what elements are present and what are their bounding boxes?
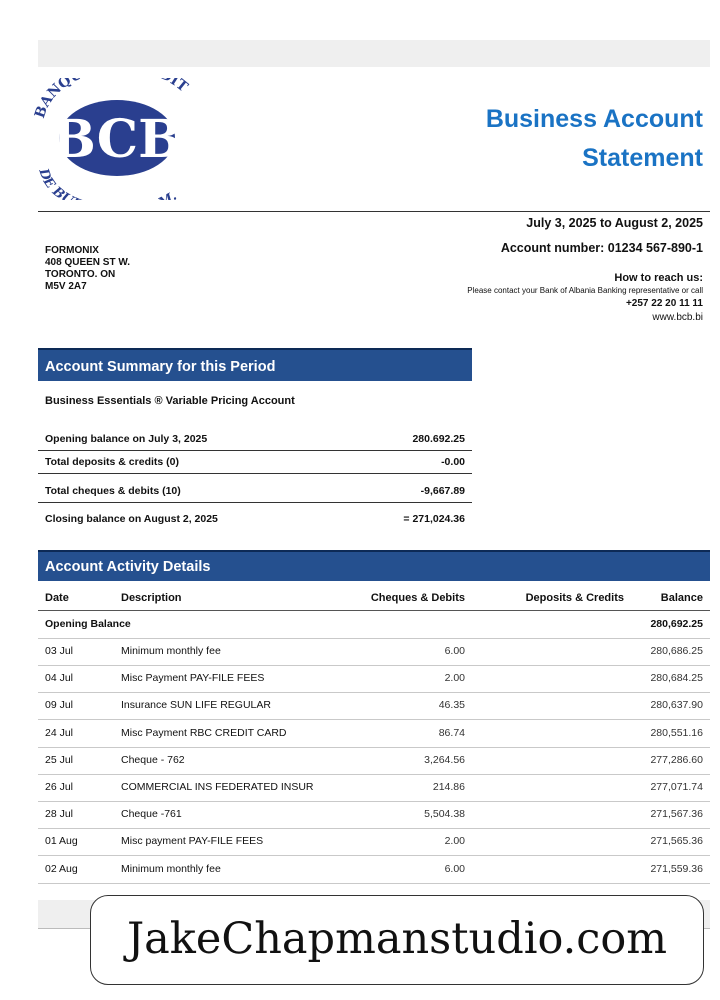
transaction-debit: 86.74 <box>438 726 465 739</box>
col-date: Date <box>45 592 69 604</box>
transaction-description: Misc Payment PAY-FILE FEES <box>121 672 265 685</box>
summary-value: -9,667.89 <box>420 485 465 497</box>
contact-heading: How to reach us: <box>614 272 703 284</box>
customer-address <box>45 245 130 293</box>
transaction-description: Misc payment PAY-FILE FEES <box>121 835 264 848</box>
col-credits: Deposits & Credits <box>525 592 624 604</box>
title-line-2: Statement <box>582 144 703 172</box>
contact-block <box>467 271 703 324</box>
transaction-date: 26 Jul <box>45 781 74 793</box>
opening-label: Opening Balance <box>45 618 131 630</box>
account-number: Account number: 01234 567-890-1 <box>500 241 703 255</box>
transaction-date: 24 Jul <box>45 726 74 739</box>
transaction-balance: 271,559.36 <box>650 862 703 875</box>
address-line: FORMONIX <box>45 245 99 256</box>
transaction-description: Minimum monthly fee <box>121 862 221 875</box>
logo-arc-bottom: DE BU . <box>35 166 180 200</box>
transaction-date: 01 Aug <box>45 835 78 848</box>
col-description: Description <box>121 592 182 604</box>
transaction-balance: 280,637.90 <box>650 699 703 712</box>
transaction-row <box>38 801 710 829</box>
summary-heading: Account Summary for this Period <box>38 348 472 381</box>
transaction-balance: 271,567.36 <box>650 808 703 821</box>
logo-arc-top: BANQ IT <box>32 78 191 121</box>
transaction-row <box>38 774 710 802</box>
transaction-description: Misc Payment RBC CREDIT CARD <box>121 726 287 739</box>
contact-note: Please contact your Bank of Albania Banking representative or call <box>467 286 703 295</box>
transaction-description: Insurance SUN LIFE REGULAR <box>121 699 271 712</box>
bank-logo <box>30 78 205 200</box>
transaction-row <box>38 665 710 693</box>
activity-column-headers <box>38 585 710 611</box>
transaction-debit: 214.86 <box>432 781 465 793</box>
transaction-balance: 280,551.16 <box>650 726 703 739</box>
header-divider <box>38 211 710 212</box>
title-line-1: Business Account <box>485 105 703 133</box>
transaction-row <box>38 638 710 666</box>
col-balance: Balance <box>660 592 703 604</box>
transaction-debit: 3,264.56 <box>424 753 465 766</box>
transaction-row <box>38 692 710 720</box>
transaction-description: Cheque -761 <box>121 808 182 821</box>
transaction-date: 09 Jul <box>45 699 74 712</box>
summary-row <box>38 480 472 503</box>
transaction-description: COMMERCIAL INS FEDERATED INSUR <box>121 781 314 793</box>
activity-heading: Account Activity Details <box>38 550 710 581</box>
transaction-debit: 6.00 <box>444 862 465 875</box>
summary-value: -0.00 <box>441 456 465 468</box>
transaction-balance: 271,565.36 <box>650 835 703 848</box>
contact-website: www.bcb.bi <box>652 312 703 323</box>
transaction-description: Minimum monthly fee <box>121 645 221 657</box>
transaction-balance: 280,684.25 <box>650 672 703 685</box>
opening-balance: 280,692.25 <box>650 618 703 630</box>
address-line: 408 QUEEN ST W. <box>45 257 131 268</box>
logo-monogram: BCB <box>51 109 183 170</box>
transaction-row <box>38 720 710 748</box>
transaction-date: 03 Jul <box>45 645 74 657</box>
col-debits: Cheques & Debits <box>370 592 465 604</box>
summary-row <box>38 508 472 530</box>
summary-label: Opening balance on July 3, 2025 <box>45 433 208 445</box>
address-line: M5V 2A7 <box>45 281 87 292</box>
transaction-debit: 6.00 <box>444 645 465 657</box>
opening-balance-row <box>38 611 710 639</box>
transaction-balance: 280,686.25 <box>650 645 703 657</box>
bcb-logo-icon <box>30 78 205 200</box>
watermark-banner: JakeChapmanstudio.com <box>90 895 704 985</box>
account-type: Business Essentials ® Variable Pricing Account <box>45 395 295 407</box>
statement-title <box>486 100 703 178</box>
transaction-date: 25 Jul <box>45 753 74 766</box>
summary-row <box>38 451 472 474</box>
transaction-row <box>38 856 710 884</box>
transaction-debit: 5,504.38 <box>424 808 465 821</box>
statement-period: July 3, 2025 to August 2, 2025 <box>526 216 703 230</box>
address-line: TORONTO. ON <box>45 269 116 280</box>
transaction-debit: 46.35 <box>438 699 465 712</box>
transaction-debit: 2.00 <box>444 835 465 848</box>
transaction-balance: 277,286.60 <box>650 753 703 766</box>
summary-label: Closing balance on August 2, 2025 <box>45 513 218 525</box>
transaction-date: 02 Aug <box>45 862 78 875</box>
contact-phone: +257 22 20 11 11 <box>625 298 703 309</box>
transaction-balance: 277,071.74 <box>650 781 703 793</box>
transaction-row <box>38 747 710 775</box>
summary-row <box>38 428 472 451</box>
summary-value: = 271,024.36 <box>403 513 465 525</box>
top-band <box>38 40 710 67</box>
transaction-description: Cheque - 762 <box>121 753 185 766</box>
transaction-date: 28 Jul <box>45 808 74 821</box>
summary-label: Total deposits & credits (0) <box>45 456 179 468</box>
summary-label: Total cheques & debits (10) <box>45 485 181 497</box>
summary-value: 280.692.25 <box>412 433 465 445</box>
transaction-debit: 2.00 <box>444 672 465 685</box>
transaction-date: 04 Jul <box>45 672 74 685</box>
transaction-row <box>38 828 710 856</box>
